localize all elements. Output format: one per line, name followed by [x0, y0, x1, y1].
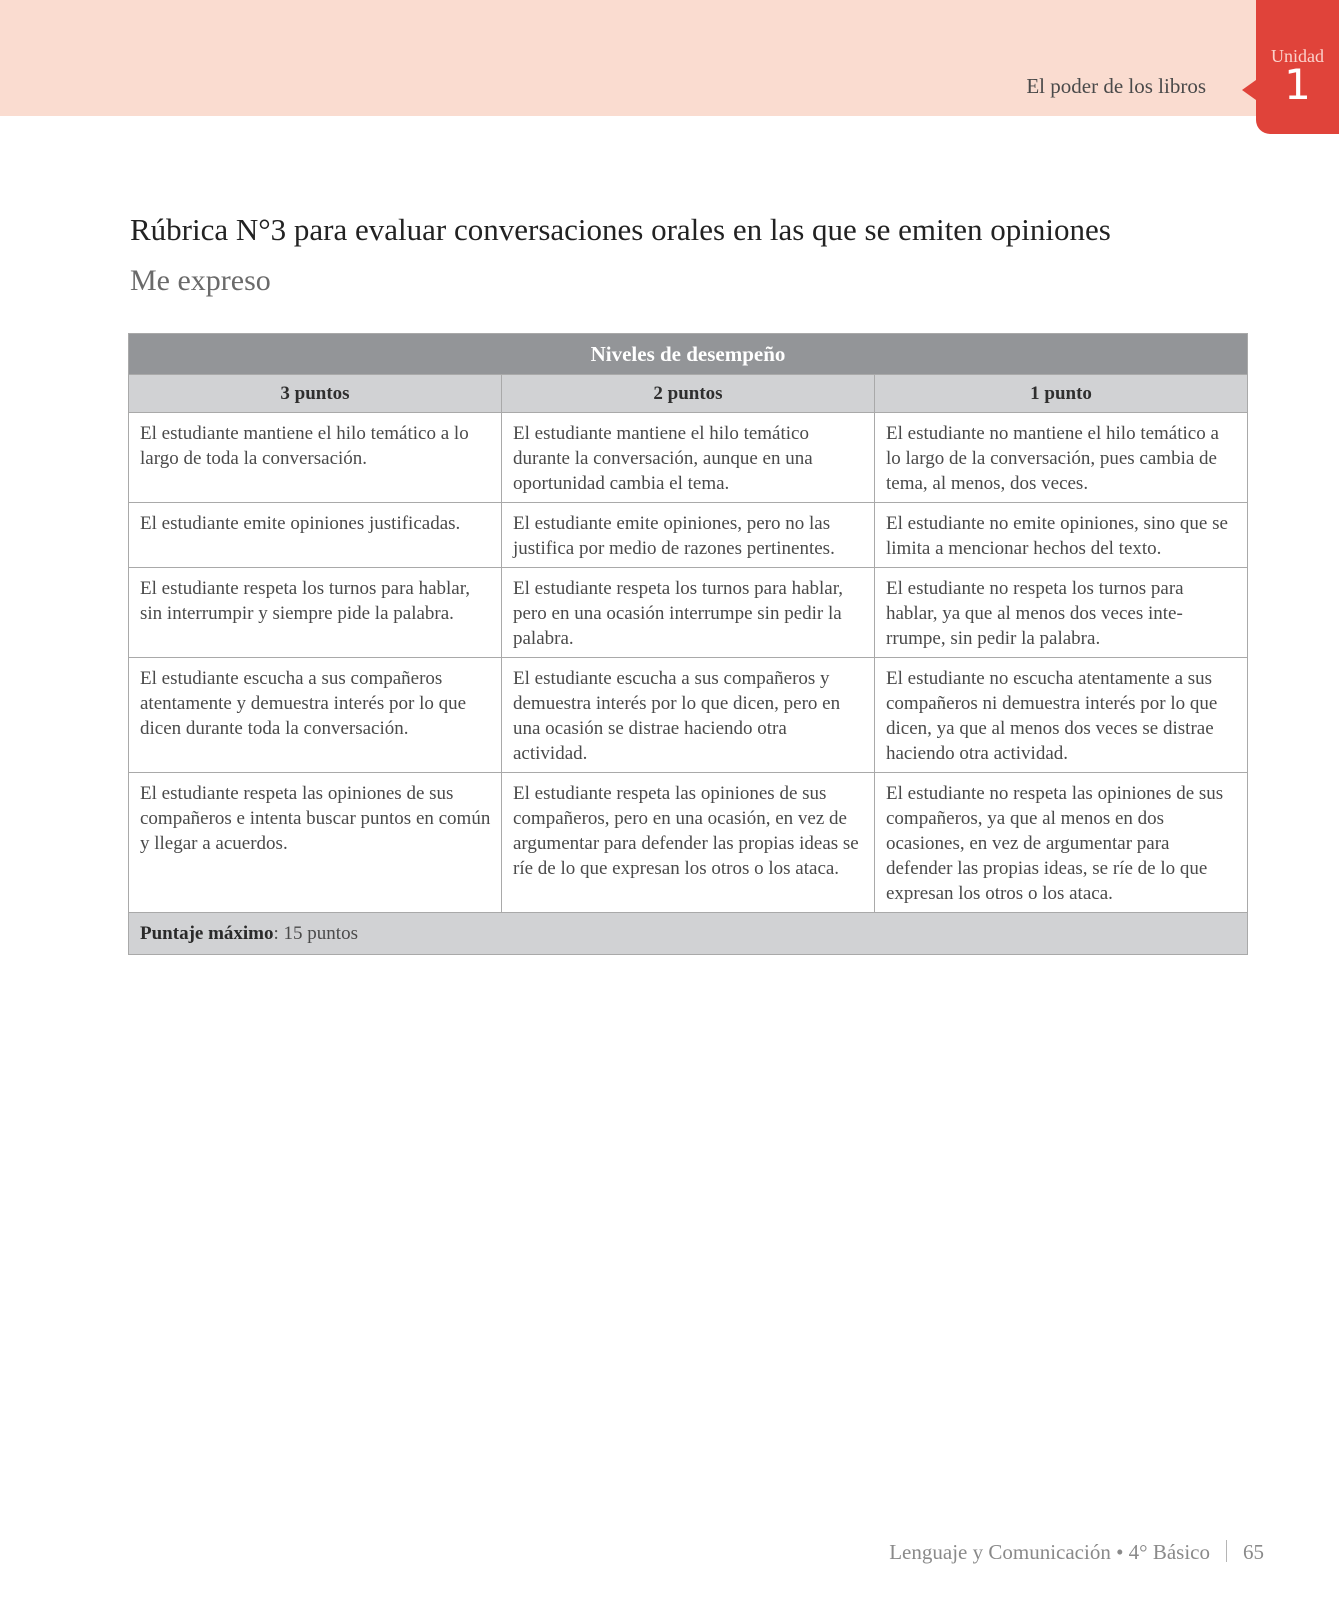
- max-score-cell: [129, 913, 1248, 955]
- table-cell: El estudiante emite opiniones, pero no las justifica por medio de razones pertinentes.: [502, 503, 875, 568]
- table-cell: El estudiante mantiene el hilo temático durante la conversación, aunque en una oportunidad cambia el tema.: [502, 413, 875, 503]
- table-cell: El estudiante emite opiniones justificadas.: [129, 503, 502, 568]
- table-cell: El estudiante respeta las opiniones de sus compañeros, pero en una ocasión, en vez de argumentar para defender las propias ideas se ríe de lo que expresan los otros o los ataca.: [502, 773, 875, 913]
- table-row: [129, 503, 1248, 568]
- table-cell: El estudiante respeta los turnos para hablar, pero en una ocasión interrumpe sin pedir la palabra.: [502, 568, 875, 658]
- page-subtitle: Me expreso: [130, 264, 271, 297]
- level-header-2: 2 puntos: [502, 375, 875, 413]
- table-cell: El estudiante no escucha atentamente a sus compañeros ni demuestra interés por lo que dicen, ya que al menos dos veces se distrae haciendo otra actividad.: [875, 658, 1248, 773]
- unit-pointer-icon: [1242, 80, 1256, 100]
- page-title: Rúbrica N°3 para evaluar conversaciones orales en las que se emiten opiniones: [130, 212, 1111, 247]
- performance-levels-header: Niveles de desempeño: [129, 334, 1248, 375]
- table-cell: El estudiante escucha a sus compañeros y demuestra interés por lo que dicen, pero en una ocasión se distrae haciendo otra actividad.: [502, 658, 875, 773]
- footer-divider: [1226, 1540, 1227, 1562]
- table-row: [129, 568, 1248, 658]
- table-cell: El estudiante escucha a sus compañeros atentamente y demuestra interés por lo que dicen durante toda la conversación.: [129, 658, 502, 773]
- max-score-label: Puntaje máximo: [140, 923, 274, 944]
- table-row: [129, 773, 1248, 913]
- level-header-3: 3 puntos: [129, 375, 502, 413]
- table-cell: El estudiante no emite opiniones, sino que se limita a mencionar hechos del texto.: [875, 503, 1248, 568]
- unit-number: 1: [1284, 60, 1311, 109]
- table-cell: El estudiante mantiene el hilo temático a lo largo de toda la conversación.: [129, 413, 502, 503]
- page-footer: [889, 1540, 1264, 1565]
- unit-label: Unidad: [1271, 46, 1324, 66]
- section-title: El poder de los libros: [1026, 74, 1206, 98]
- table-cell: El estudiante respeta los turnos para hablar, sin interrumpir y siempre pide la palabra.: [129, 568, 502, 658]
- table-cell: El estudiante no respeta las opiniones de sus compañeros, ya que al menos en dos ocasiones, en vez de argumentar para defender las propias ideas, se ríe de lo que expresan los otros o los ataca.: [875, 773, 1248, 913]
- max-score-row: [129, 913, 1248, 955]
- max-score-value: : 15 puntos: [273, 923, 358, 944]
- table-cell: El estudiante respeta las opiniones de sus compañeros e intenta buscar puntos en común y llegar a acuerdos.: [129, 773, 502, 913]
- book-title: Lenguaje y Comunicación • 4° Básico: [889, 1540, 1210, 1564]
- table-cell: El estudiante no respeta los turnos para hablar, ya que al menos dos veces inte-rrumpe, sin pedir la palabra.: [875, 568, 1248, 658]
- rubric-table: [128, 333, 1248, 955]
- table-row: [129, 658, 1248, 773]
- level-header-1: 1 punto: [875, 375, 1248, 413]
- unit-tab: [1256, 0, 1339, 134]
- table-row: [129, 413, 1248, 503]
- page-number: 65: [1243, 1540, 1264, 1564]
- table-cell: El estudiante no mantiene el hilo temático a lo largo de la conversación, pues cambia de tema, al menos, dos veces.: [875, 413, 1248, 503]
